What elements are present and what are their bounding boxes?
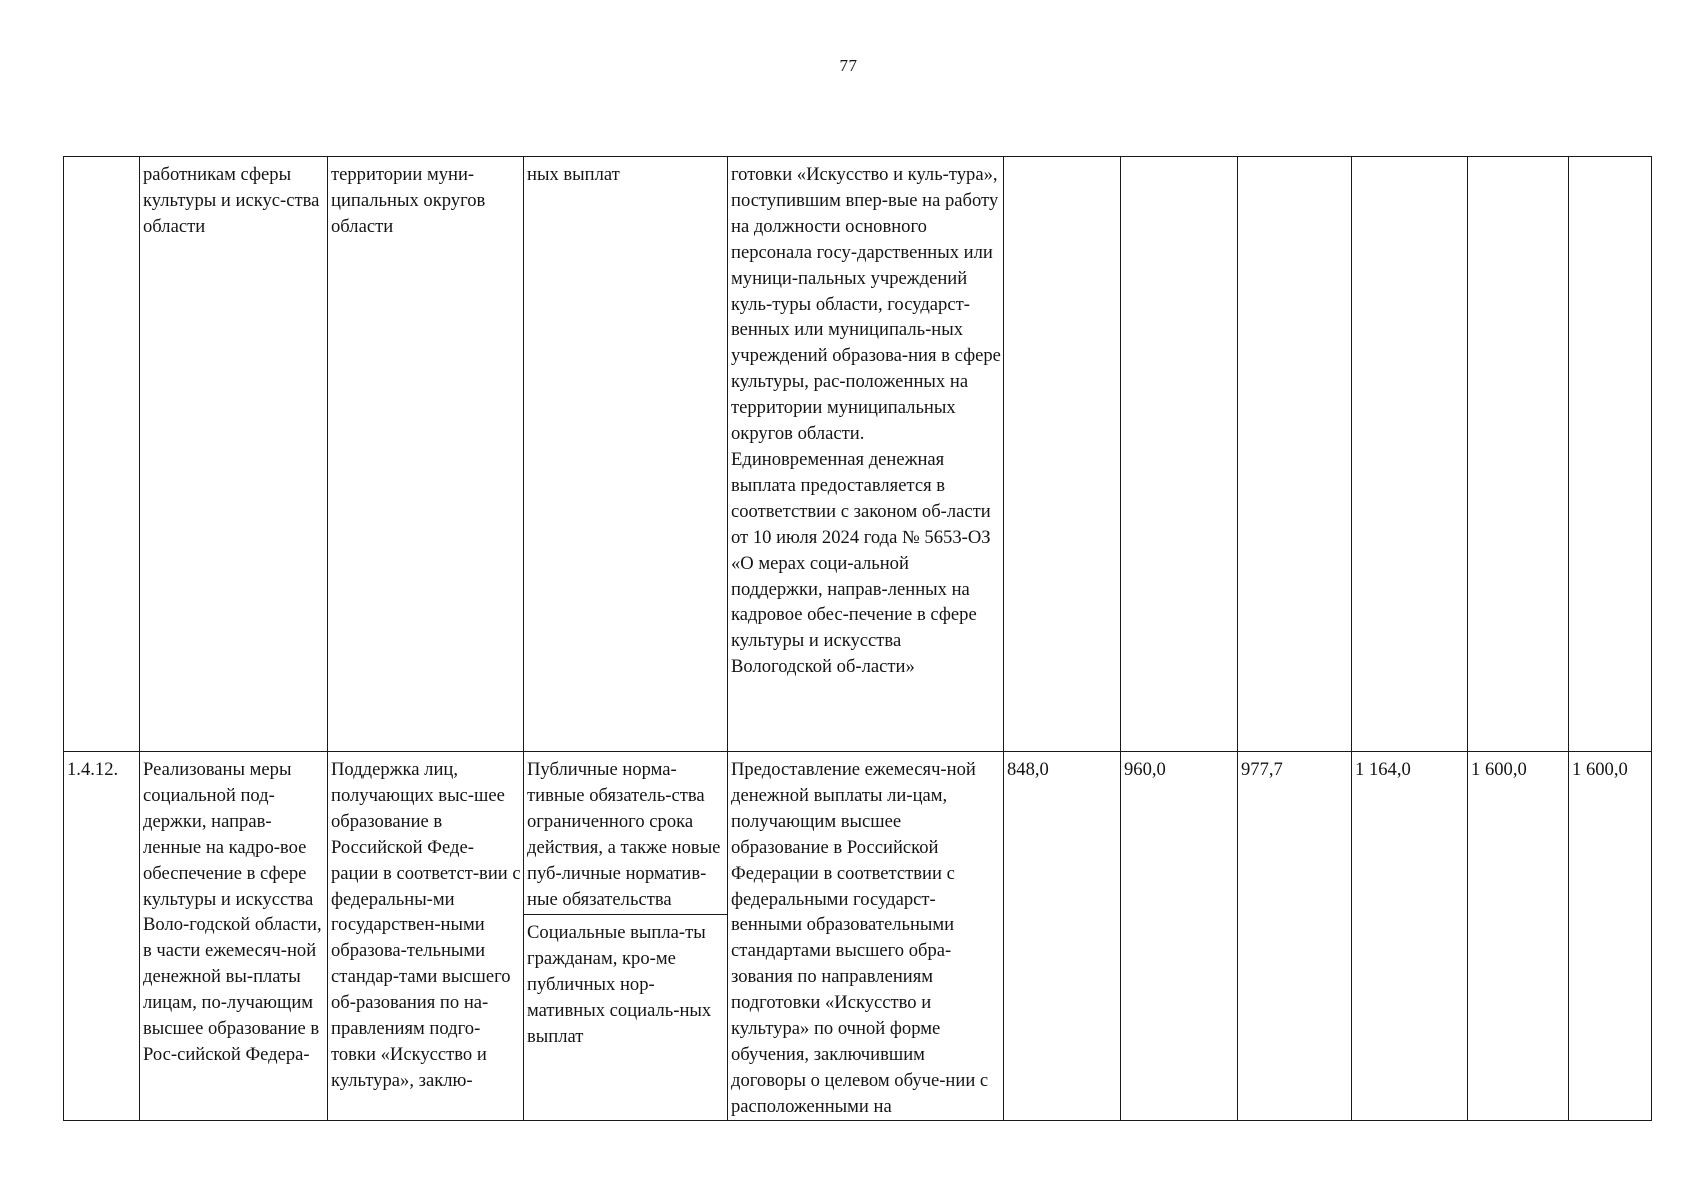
value-cell (1569, 157, 1652, 752)
description-cell (728, 752, 1004, 1121)
expense-type-cell: ных выплат (524, 157, 728, 752)
row-number-cell: 1.4.12. (64, 752, 140, 1121)
value-cell: 1 600,0 (1569, 752, 1652, 1121)
description-paragraph: Предоставление ежемесяч-ной денежной выплаты ли-цам, получающим высшее образование в Российской Федерации в соответствии с федеральными государст-венными образовательными стандартами высшего обра-зования по направлениям подготовки «Искусство и культура» по очной форме обучения, заключившим договоры о целевом обуче-нии с расположенными на (731, 759, 989, 1117)
value-cell (1238, 157, 1352, 752)
expense-type-cell (524, 752, 728, 1121)
expense-type-primary: Публичные норма-тивные обязатель-ства ограниченного срока действия, а также новые пуб-личные норматив-ные обязательства (524, 752, 727, 915)
result-cell: Реализованы меры социальной под-держки, направ-ленные на кадро-вое обеспечение в сфере культуры и искусства Воло-годской области, в части ежемесяч-ной денежной вы-платы лицам, по-лучающим высшее образование в Рос-сийской Федера- (140, 752, 328, 1121)
value-cell: 1 164,0 (1352, 752, 1468, 1121)
value-cell: 977,7 (1238, 752, 1352, 1121)
value-cell (1004, 157, 1121, 752)
value-cell: 960,0 (1121, 752, 1238, 1121)
value-cell: 1 600,0 (1468, 752, 1569, 1121)
table-row (64, 157, 1652, 752)
task-cell: Поддержка лиц, получающих выс-шее образование в Российской Феде-рации в соответст-вии с федеральны-ми государствен-ными образова-тельными стандар-тами высшего об-разования по на-правлениям подго-товки «Искусство и культура», заклю- (328, 752, 524, 1121)
value-cell (1121, 157, 1238, 752)
measures-table (63, 156, 1652, 1121)
expense-type-secondary: Социальные выпла-ты гражданам, кро-ме публичных нор-мативных социаль-ных выплат (527, 922, 712, 1048)
value-cell: 848,0 (1004, 752, 1121, 1121)
result-cell: работникам сферы культуры и искус-ства области (140, 157, 328, 752)
task-cell: территории муни-ципальных округов области (328, 157, 524, 752)
table-row (64, 752, 1652, 1121)
description-paragraph: готовки «Искусство и куль-тура», поступившим впер-вые на работу на должности основного персонала госу-дарственных или муници-пальных учреждений куль-туры области, государст-венных или муниципаль-ных учреждений образова-ния в сфере культуры, рас-положенных на территории муниципальных округов области. (731, 164, 1001, 445)
description-cell (728, 157, 1004, 752)
value-cell (1352, 157, 1468, 752)
value-cell (1468, 157, 1569, 752)
page-number: 77 (839, 56, 858, 75)
description-paragraph: Единовременная денежная выплата предоставляется в соответствии с законом об-ласти от 10 июля 2024 года № 5653-ОЗ «О мерах соци-альной поддержки, направ-ленных на кадровое обес-печение в сфере культуры и искусства Вологодской об-ласти» (731, 448, 991, 678)
row-number-cell (64, 157, 140, 752)
